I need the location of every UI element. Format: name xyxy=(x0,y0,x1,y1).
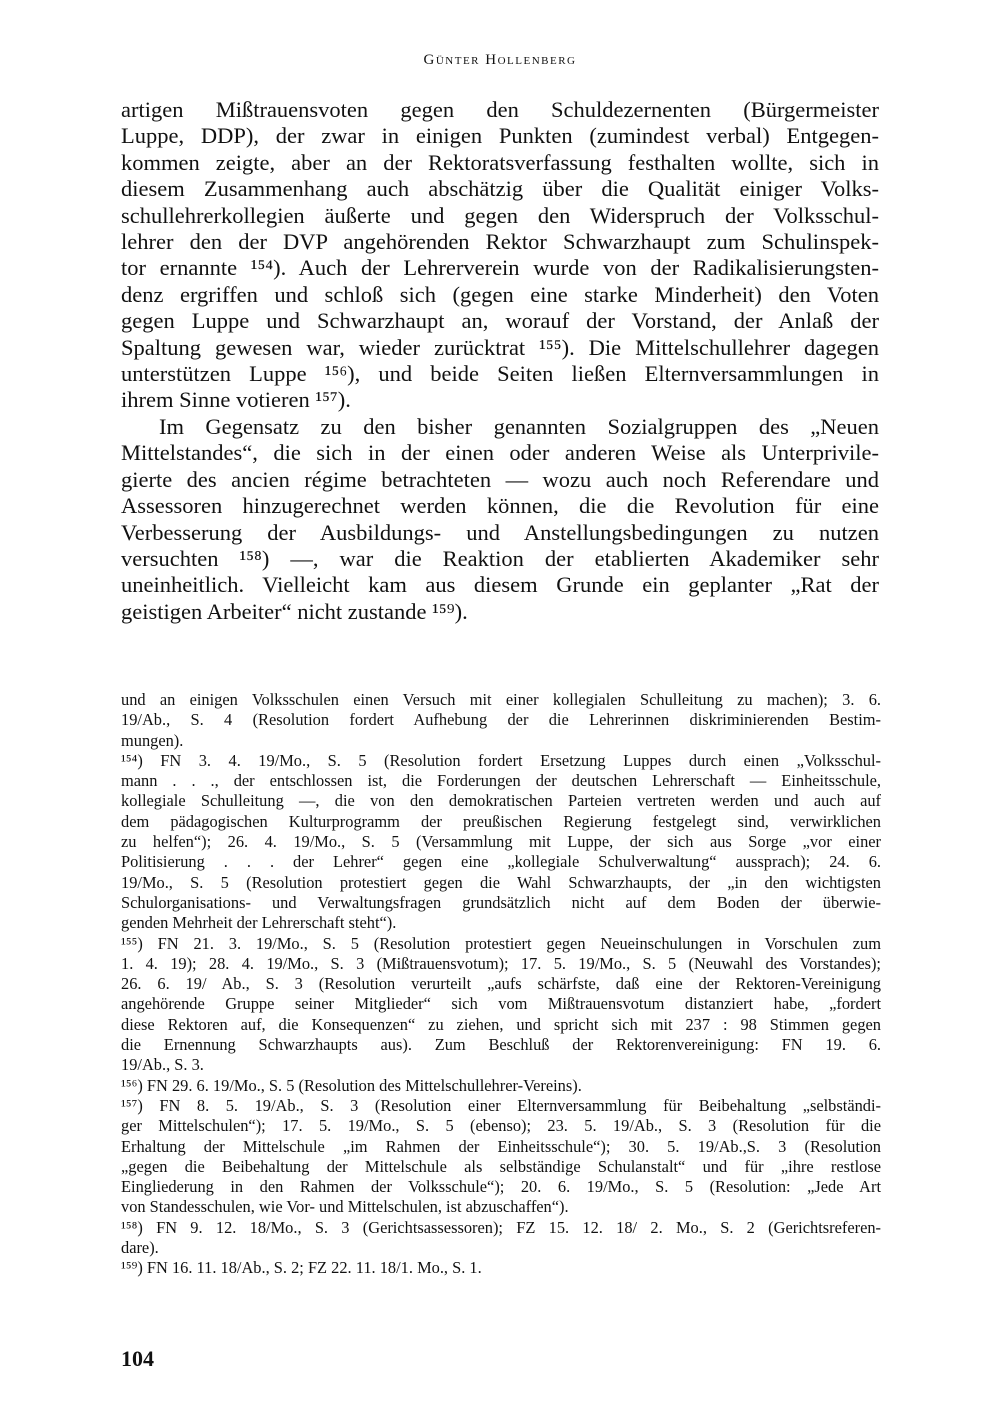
footnote-line: von Standesschulen, wie Vor- und Mittelschulen, ist abzuschaffen“). xyxy=(121,1197,569,1217)
footnote-line: 1. 4. 19); 28. 4. 19/Mo., S. 3 (Mißtrauensvotum); 17. 5. 19/Mo., S. 5 (Neuwahl des Vorstandes); xyxy=(121,953,881,973)
footnote-line: Eingliederung in den Rahmen der Volksschule“); 20. 6. 19/Mo., S. 5 (Resolution: „Jede Art xyxy=(121,1177,881,1197)
page-number: 104 xyxy=(121,1346,154,1371)
footnote-line: genden Mehrheit der Lehrerschaft steht“). xyxy=(121,913,397,933)
footnote-line: ¹⁵⁴) FN 3. 4. 19/Mo., S. 5 (Resolution fordert Ersetzung Luppes durch einen „Volksschul- xyxy=(121,750,881,770)
body-line: Assessoren hinzugerechnet werden können, die die Revolution für eine xyxy=(121,493,879,519)
body-line: uneinheitlich. Vielleicht kam aus diesem Grunde ein geplanter „Rat der xyxy=(121,572,879,598)
body-line: gierte des ancien régime betrachteten — wozu auch noch Referendare und xyxy=(121,466,879,492)
footnote-line: Schulorganisations- und Verwaltungsfragen grundsätzlich nicht auf dem Boden der überwie- xyxy=(121,892,881,912)
footnotes xyxy=(121,690,881,1279)
body-line: Verbesserung der Ausbildungs- und Anstellungsbedingungen zu nutzen xyxy=(121,519,879,545)
footnote-line: angehörende Gruppe seiner Mitglieder“ sich vom Mißtrauensvotum distanziert habe, „fordert xyxy=(121,994,881,1014)
running-head: Günter Hollenberg xyxy=(423,52,577,68)
footnote-line: und an einigen Volksschulen einen Versuch mit einer kollegialen Schulleitung zu machen); 3. 6. xyxy=(121,690,881,709)
footnote-line: 19/Ab., S. 4 (Resolution fordert Aufhebung der die Lehrerinnen diskriminierenden Bestim- xyxy=(121,710,881,730)
body-line: ihrem Sinne votieren ¹⁵⁷). xyxy=(121,387,351,413)
footnote-line: zu helfen“); 26. 4. 19/Mo., S. 5 (Versammlung mit Luppe, der sich aus Sorge „vor einer xyxy=(121,832,881,852)
body-line: artigen Mißtrauensvoten gegen den Schuldezernenten (Bürgermeister xyxy=(121,97,879,122)
footnote-line: dem pädagogischen Kulturprogramm der preußischen Regierung festgelegt sind, verwirklichen xyxy=(121,811,881,831)
body-line: Im Gegensatz zu den bisher genannten Sozialgruppen des „Neuen xyxy=(159,413,879,439)
footnote-line: ¹⁵⁷) FN 8. 5. 19/Ab., S. 3 (Resolution einer Elternversammlung für Beibehaltung „selbständi- xyxy=(121,1095,881,1115)
body-line: tor ernannte ¹⁵⁴). Auch der Lehrerverein wurde von der Radikalisierungsten- xyxy=(121,255,879,281)
footnote-line: dare). xyxy=(121,1238,159,1258)
footnote-line: ger Mittelschulen“); 17. 5. 19/Mo., S. 5 (ebenso); 23. 5. 19/Ab., S. 3 (Resolution für die xyxy=(121,1116,881,1136)
body-line: geistigen Arbeiter“ nicht zustande ¹⁵⁹). xyxy=(121,598,468,624)
body-line: schullehrerkollegien äußerte und gegen den Widerspruch der Volksschul- xyxy=(121,202,879,228)
footnote-line: ¹⁵⁶) FN 29. 6. 19/Mo., S. 5 (Resolution des Mittelschullehrer-Vereins). xyxy=(121,1075,582,1095)
footnote-line: 19/Mo., S. 5 (Resolution protestiert gegen die Wahl Schwarzhaupts, der „in den wichtigsten xyxy=(121,872,881,892)
body-line: versuchten ¹⁵⁸) —, war die Reaktion der etablierten Akademiker sehr xyxy=(121,545,879,571)
body-line: unterstützen Luppe ¹⁵⁶), und beide Seiten ließen Elternversammlungen in xyxy=(121,361,879,387)
body-text xyxy=(121,97,879,625)
body-line: gegen Luppe und Schwarzhaupt an, worauf der Vorstand, der Anlaß der xyxy=(121,308,879,334)
footnote-line: ¹⁵⁹) FN 16. 11. 18/Ab., S. 2; FZ 22. 11. 18/1. Mo., S. 1. xyxy=(121,1258,482,1278)
footnote-line: mann . . ., der entschlossen ist, die Forderungen der deutschen Lehrerschaft — Einheitsschule, xyxy=(121,771,881,791)
footnote-line: die Ernennung Schwarzhaupts aus). Zum Beschluß der Rektorenvereinigung: FN 19. 6. xyxy=(121,1035,881,1055)
footnote-line: Politisierung . . . der Lehrer“ gegen eine „kollegiale Schulverwaltung“ aussprach); 24. 6. xyxy=(121,852,881,872)
footnote-line: 26. 6. 19/ Ab., S. 3 (Resolution verurteilt „aufs schärfste, daß eine der Rektoren-Vereinigung xyxy=(121,974,881,994)
body-line: diesem Zusammenhang auch abschätzig über die Qualität einiger Volks- xyxy=(121,176,879,202)
footnote-line: 19/Ab., S. 3. xyxy=(121,1055,204,1075)
body-line: lehrer den der DVP angehörenden Rektor Schwarzhaupt zum Schulinspek- xyxy=(121,229,879,255)
body-line: Spaltung gewesen war, wieder zurücktrat ¹⁵⁵). Die Mittelschullehrer dagegen xyxy=(121,334,879,360)
footnote-line: Erhaltung der Mittelschule „im Rahmen der Einheitsschule“); 30. 5. 19/Ab.,S. 3 (Resolution xyxy=(121,1136,881,1156)
footnote-line: ¹⁵⁸) FN 9. 12. 18/Mo., S. 3 (Gerichtsassessoren); FZ 15. 12. 18/ 2. Mo., S. 2 (Gerichtsreferen- xyxy=(121,1217,881,1237)
footnote-line: kollegiale Schulleitung —, die von den demokratischen Parteien vertreten werden und auch auf xyxy=(121,791,881,811)
footnote-line: ¹⁵⁵) FN 21. 3. 19/Mo., S. 5 (Resolution protestiert gegen Neueinschulungen in Vorschulen zum xyxy=(121,933,881,953)
footnote-line: diese Rektoren auf, die Konsequenzen“ zu ziehen, und spricht sich mit 237 : 98 Stimmen gegen xyxy=(121,1014,881,1034)
body-line: denz ergriffen und schloß sich (gegen eine starke Minderheit) den Voten xyxy=(121,281,879,307)
body-line: Luppe, DDP), der zwar in einigen Punkten (zumindest verbal) Entgegen- xyxy=(121,123,879,149)
footnote-line: „gegen die Beibehaltung der Mittelschule als selbständige Schulanstalt“ und für „ihre restlose xyxy=(121,1156,881,1176)
body-line: Mittelstandes“, die sich in der einen oder anderen Weise als Unterprivile- xyxy=(121,440,879,466)
footnote-line: mungen). xyxy=(121,730,184,750)
body-line: kommen zeigte, aber an der Rektoratsverfassung festhalten wollte, sich in xyxy=(121,149,879,175)
